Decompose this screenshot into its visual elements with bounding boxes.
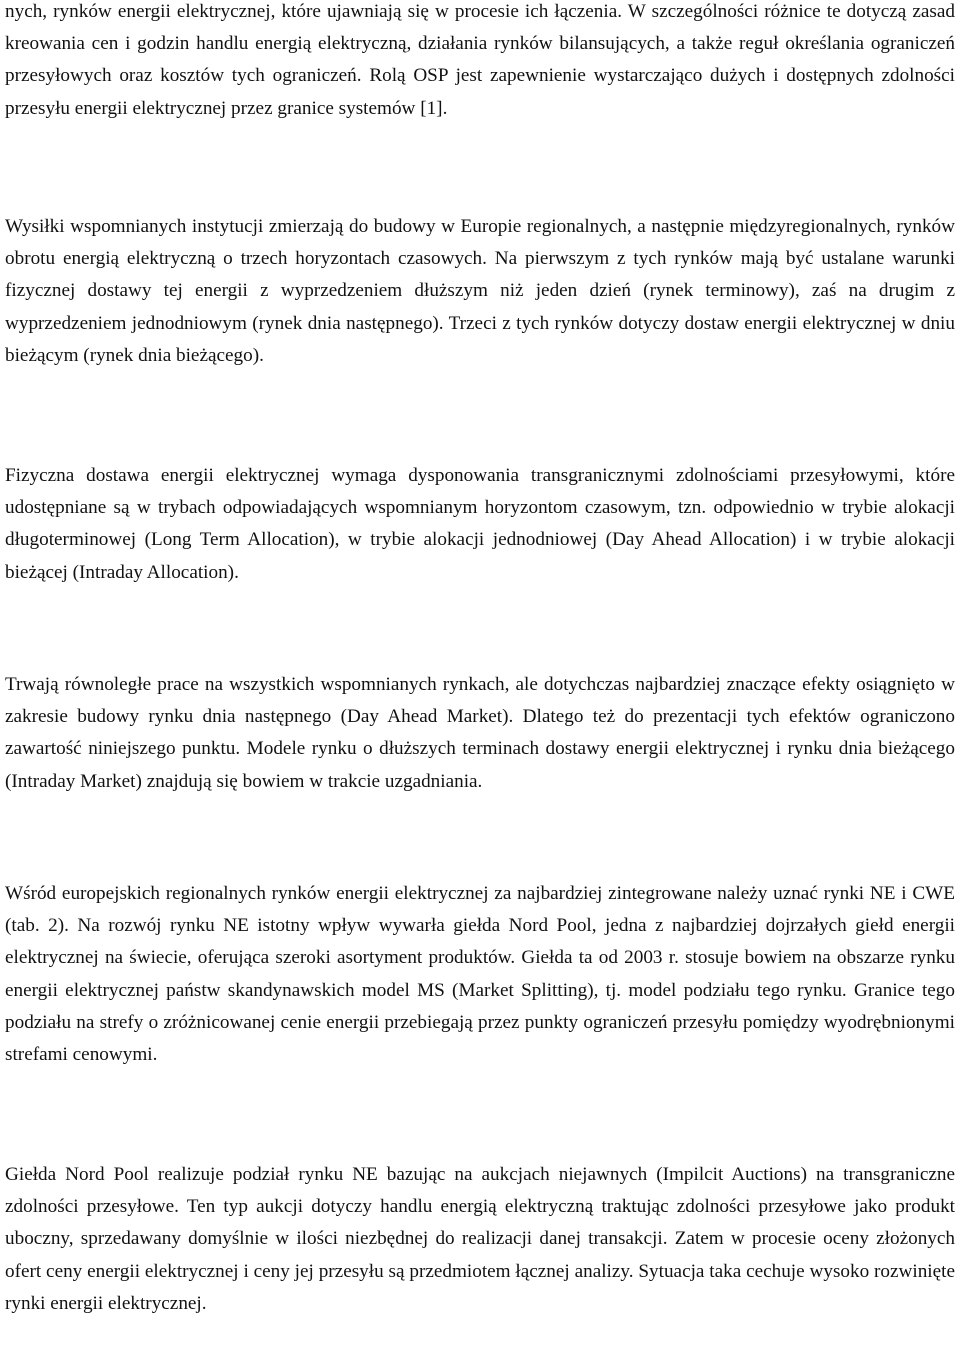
paragraph-1: nych, rynków energii elektrycznej, które ujawniają się w procesie ich łączenia. W szczególności różnice te dotyczą zasad kreowania cen i godzin handlu energią elektryczną, działania rynków bilansujących, a także reguł określania ograniczeń przesyłowych oraz kosztów tych ograniczeń. Rolą OSP jest zapewnienie wystarczająco dużych i dostępnych zdolności przesyłu energii elektrycznej przez granice systemów [1]. — [5, 1, 955, 119]
document-page — [5, 0, 955, 1355]
paragraph-4: Trwają równoległe prace na wszystkich wspomnianych rynkach, ale dotychczas najbardziej znaczące efekty osiągnięto w zakresie budowy rynku dnia następnego (Day Ahead Market). Dlatego też do prezentacji tych efektów ograniczono zawartość niniejszego punktu. Modele rynku o dłuższych terminach dostawy energii elektrycznej i rynku dnia bieżącego (Intraday Market) znajdują się bowiem w trakcie uzgadniania. — [5, 674, 955, 792]
paragraph-3: Fizyczna dostawa energii elektrycznej wymaga dysponowania transgranicznymi zdolnościami przesyłowymi, które udostępniane są w trybach odpowiadających wspomnianym horyzontom czasowym, tzn. odpowiednio w trybie alokacji długoterminowej (Long Term Allocation), w trybie alokacji jednodniowej (Day Ahead Allocation) i w trybie alokacji bieżącej (Intraday Allocation). — [5, 465, 955, 583]
paragraph-5: Wśród europejskich regionalnych rynków energii elektrycznej za najbardziej zintegrowane należy uznać rynki NE i CWE (tab. 2). Na rozwój rynku NE istotny wpływ wywarła giełda Nord Pool, jedna z najbardziej dojrzałych giełd energii elektrycznej na świecie, oferująca szeroki asortyment produktów. Giełda ta od 2003 r. stosuje bowiem na obszarze rynku energii elektrycznej państw skandynawskich model MS (Market Splitting), tj. model podziału tego rynku. Granice tego podziału na strefy o zróżnicowanej cenie energii przebiegają przez punkty ograniczeń przesyłu pomiędzy wyodrębnionymi strefami cenowymi. — [5, 883, 955, 1066]
paragraph-6: Giełda Nord Pool realizuje podział rynku NE bazując na aukcjach niejawnych (Impilcit Auctions) na transgraniczne zdolności przesyłowe. Ten typ aukcji dotyczy handlu energią elektryczną traktując zdolności przesyłowe jako produkt uboczny, sprzedawany domyślnie w ilości niezbędnej do realizacji danej transakcji. Zatem w procesie oceny złożonych ofert ceny energii elektrycznej i ceny jej przesyłu są przedmiotem łącznej analizy. Sytuacja taka cechuje wysoko rozwinięte rynki energii elektrycznej. — [5, 1164, 955, 1314]
paragraph-2: Wysiłki wspomnianych instytucji zmierzają do budowy w Europie regionalnych, a następnie międzyregionalnych, rynków obrotu energią elektryczną o trzech horyzontach czasowych. Na pierwszym z tych rynków mają być ustalane warunki fizycznej dostawy tej energii z wyprzedzeniem dłuższym niż jeden dzień (rynek terminowy), zaś na drugim z wyprzedzeniem jednodniowym (rynek dnia następnego). Trzeci z tych rynków dotyczy dostaw energii elektrycznej w dniu bieżącym (rynek dnia bieżącego). — [5, 216, 955, 366]
